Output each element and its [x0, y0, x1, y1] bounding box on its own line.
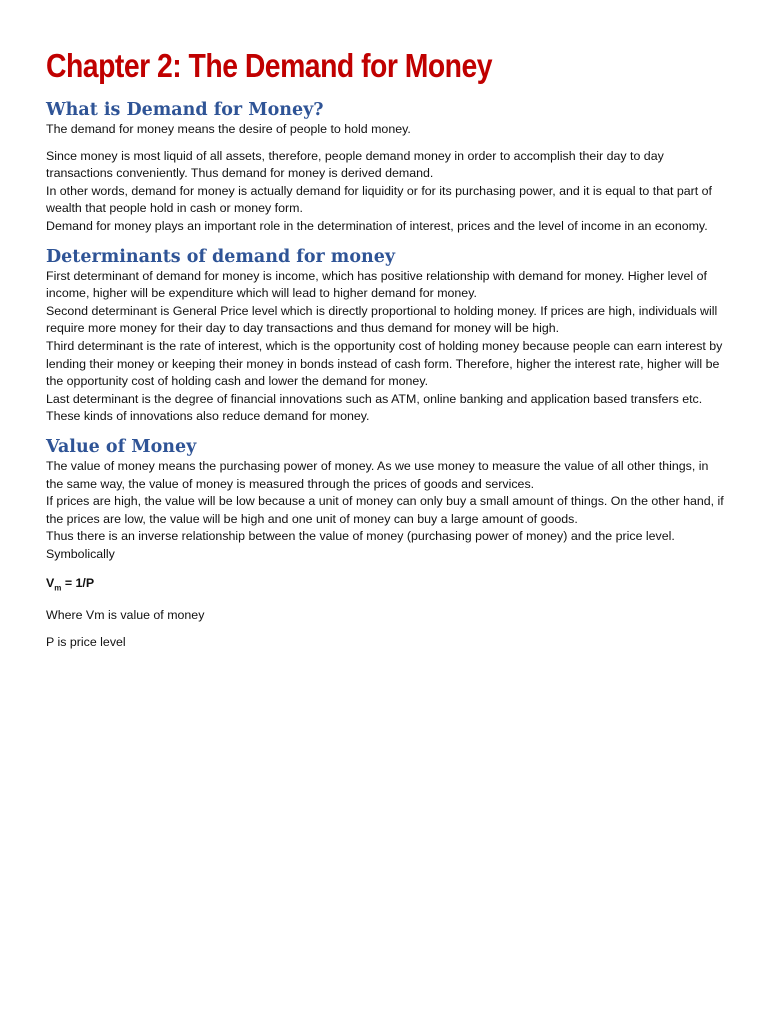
paragraph: Thus there is an inverse relationship between the value of money (purchasing power of money) and the price level. Symbolically — [46, 529, 675, 561]
formula-rest: = 1/P — [61, 576, 95, 591]
section-heading-demand: What is Demand for Money? — [46, 100, 324, 120]
paragraph: If prices are high, the value will be low because a unit of money can only buy a small amount of things. On the other hand, if the prices are low, the value will be high and one unit of money can buy a large amount of goods. — [46, 494, 724, 526]
paragraph: The demand for money means the desire of people to hold money. — [46, 122, 411, 136]
formula-note: Where Vm is value of money — [46, 608, 205, 623]
section-heading-determinants: Determinants of demand for money — [46, 246, 396, 267]
formula-subscript: m — [54, 583, 62, 593]
paragraph: The value of money means the purchasing power of money. As we use money to measure the value of all other things, in the same way, the value of money is measured through the prices of goods and services. — [46, 458, 709, 491]
formula-note: P is price level — [46, 634, 126, 649]
document-page — [46, 44, 726, 651]
paragraph: Demand for money plays an important role in the determination of interest, prices and the level of income in an economy. — [46, 218, 708, 233]
paragraph: Last determinant is the degree of financial innovations such as ATM, online banking and application based transfers etc. These kinds of innovations also reduce demand for money. — [46, 391, 703, 424]
paragraph: Since money is most liquid of all assets, therefore, people demand money in order to accomplish their day to day transactions conveniently. Thus demand for money is derived demand. — [46, 148, 664, 181]
section-heading-value: Value of Money — [46, 436, 197, 457]
paragraph: Third determinant is the rate of interest, which is the opportunity cost of holding money because people can earn interest by lending their money or keeping their money in bonds instead of cash form. Therefore, higher the interest rate, higher will be the opportunity cost of holding cash and lower the demand for money. — [46, 338, 723, 389]
chapter-title: Chapter 2: The Demand for Money — [46, 47, 493, 84]
paragraph: Second determinant is General Price level which is directly proportional to holding money. If prices are high, individuals will require more money for their day to day transactions and thus demand for money will be high. — [46, 303, 718, 336]
paragraph: First determinant of demand for money is income, which has positive relationship with demand for money. Higher level of income, higher will be expenditure which will lead to higher demand for money. — [46, 268, 707, 301]
paragraph: In other words, demand for money is actually demand for liquidity or for its purchasing power, and it is equal to that part of wealth that people hold in cash or money form. — [46, 183, 713, 216]
value-of-money-formula — [46, 575, 726, 593]
formula-base: V — [46, 576, 55, 591]
